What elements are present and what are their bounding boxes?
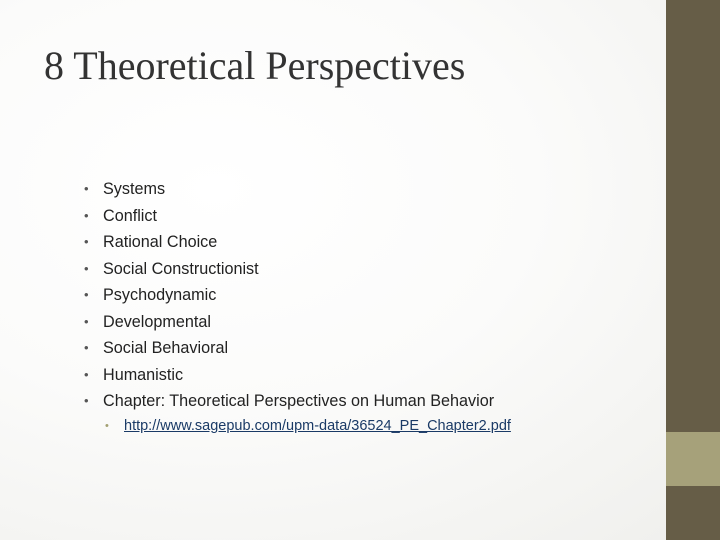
bullet-text: Humanistic <box>103 365 184 384</box>
bullet-item-social-behavioral <box>84 335 644 362</box>
bullet-item-rational-choice <box>84 229 644 256</box>
bullet-text: Rational Choice <box>103 233 218 251</box>
sub-bullet-item <box>105 415 644 437</box>
bullet-item-chapter <box>84 388 644 415</box>
bullet-icon: • <box>84 287 89 302</box>
bullet-item-humanistic <box>84 362 644 389</box>
bullet-icon: • <box>84 234 89 249</box>
decorative-side-accent <box>666 432 720 486</box>
bullet-icon: • <box>84 207 89 223</box>
bullet-item-psychodynamic <box>84 282 644 309</box>
bullet-item-social-constructionist <box>84 256 644 283</box>
bullet-text: Psychodynamic <box>103 286 217 304</box>
bullet-icon: • <box>84 366 89 382</box>
bullet-icon: • <box>84 181 89 196</box>
bullet-icon: • <box>84 260 89 276</box>
slide-title: 8 Theoretical Perspectives <box>44 43 466 88</box>
bullet-item-conflict <box>84 203 644 230</box>
sub-bullet-list <box>105 415 644 437</box>
bullet-text: Developmental <box>103 312 211 331</box>
bullet-text: Conflict <box>103 206 157 225</box>
bullet-text: Social Behavioral <box>103 339 229 357</box>
bullet-item-systems <box>84 176 644 203</box>
bullet-text: Chapter: Theoretical Perspectives on Human Behavior <box>103 392 495 410</box>
bullet-icon: • <box>84 313 89 329</box>
bullet-text: Systems <box>103 180 166 198</box>
bullet-item-developmental <box>84 309 644 336</box>
bullet-icon: • <box>84 340 89 355</box>
bullet-icon: • <box>84 393 89 408</box>
sub-bullet-icon: • <box>105 419 109 432</box>
chapter-pdf-link[interactable]: http://www.sagepub.com/upm-data/36524_PE_Chapter2.pdf <box>124 417 511 434</box>
slide-content <box>84 176 644 437</box>
bullet-list <box>84 176 644 415</box>
bullet-text: Social Constructionist <box>103 259 259 278</box>
